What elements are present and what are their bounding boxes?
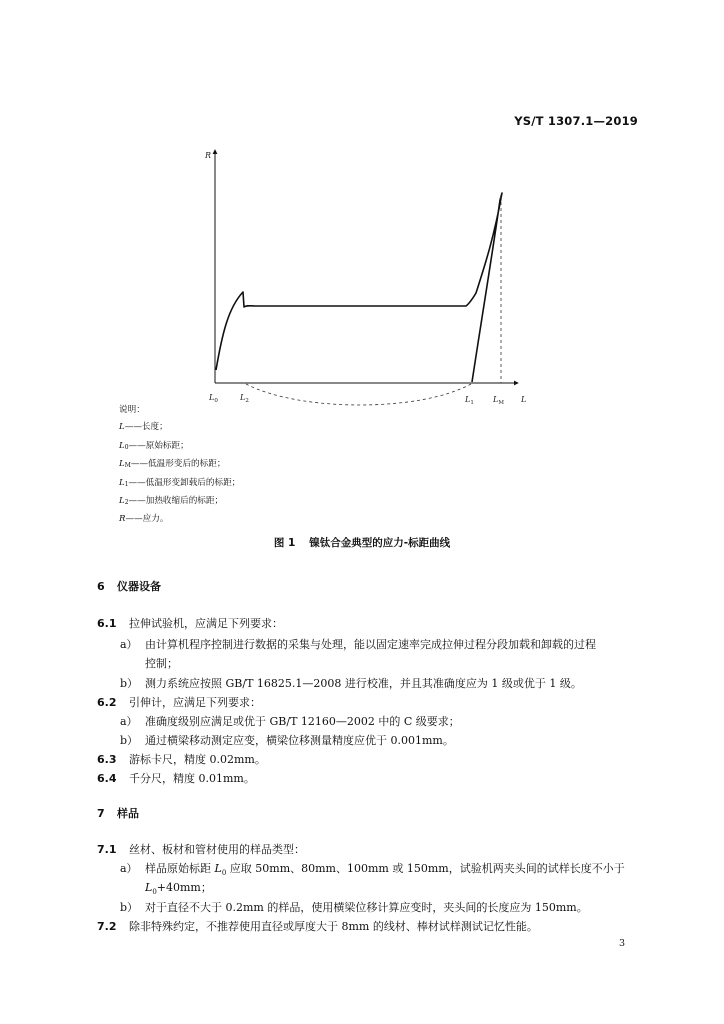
legend-item: $L_1——$低温形变卸载后的标距； <box>119 477 241 488</box>
standard-number: YS/T 1307.1—2019 <box>514 114 638 128</box>
clause-6-3: 6.3 游标卡尺，精度 0.02mm。 <box>97 753 266 766</box>
clause-6-1-b: b） 测力系统应按照 GB/T 16825.1—2008 进行校准，并且其准确度应为 1 级或优于 1 级。 <box>120 677 582 690</box>
clause-7-2: 7.2 除非特殊约定，不推荐使用直径或厚度大于 8mm 的线材、棒材试样测试记忆性能。 <box>97 920 538 933</box>
figure-legend <box>119 402 240 530</box>
clause-7-1: 7.1 丝材、板材和管材使用的样品类型： <box>97 843 305 856</box>
legend-item: L——长度； <box>119 422 168 433</box>
figure-caption <box>0 535 724 550</box>
legend-item: $L_M——$低温形变后的标距； <box>119 459 226 470</box>
tick-lm: $L_M$ <box>493 395 504 406</box>
clause-6-2: 6.2 引伸计，应满足下列要求： <box>97 696 261 709</box>
tick-l1: $L_1$ <box>465 395 474 406</box>
clause-6-1-a: a） 由计算机程序控制进行数据的采集与处理，能以固定速率完成拉伸过程分段加载和卸载的过程 <box>120 638 596 651</box>
figure-number: 图 1 <box>273 537 296 549</box>
clause-6-1: 6.1 拉伸试验机，应满足下列要求： <box>97 617 283 630</box>
tick-l0: $L_0$ <box>209 393 218 404</box>
stress-curve <box>216 193 502 382</box>
stress-gauge-curve-figure <box>0 0 724 420</box>
clause-6-2-a: a） 准确度级别应满足或优于 GB/T 12160—2002 中的 C 级要求； <box>120 715 460 728</box>
section-6-heading: 6 仪器设备 <box>97 580 161 593</box>
section-7-heading: 7 样品 <box>97 807 139 820</box>
legend-item: $L_0——$原始标距； <box>119 440 189 451</box>
clause-7-1-a: a） 样品原始标距 $L_0$ 应取 50mm、80mm、100mm 或 150mm，试验机两夹头间的试样长度不小于 <box>120 862 625 878</box>
clause-6-2-b: b） 通过横梁移动测定应变，横梁位移测量精度应优于 0.001mm。 <box>120 734 454 747</box>
legend-item: $L_2——$加热收缩后的标距； <box>119 496 224 507</box>
legend-title: 说明： <box>119 405 145 415</box>
legend-item: R——应力。 <box>119 514 169 525</box>
tick-l2: $L_2$ <box>240 393 249 404</box>
clause-6-4: 6.4 千分尺，精度 0.01mm。 <box>97 772 255 785</box>
clause-7-1-a-cont: $L_0+40mm$； <box>145 881 212 897</box>
clause-6-1-a-cont: 控制； <box>145 657 178 670</box>
recovery-dashed-arc <box>246 384 471 405</box>
clause-7-1-b: b） 对于直径不大于 0.2mm 的样品，使用横梁位移计算应变时，夹头间的长度应为 150mm。 <box>120 901 588 914</box>
figure-title: 镍钛合金典型的应力-标距曲线 <box>309 537 451 549</box>
x-axis-label: L <box>521 395 527 404</box>
page-number: 3 <box>618 938 625 949</box>
y-axis-label: R <box>205 151 212 160</box>
